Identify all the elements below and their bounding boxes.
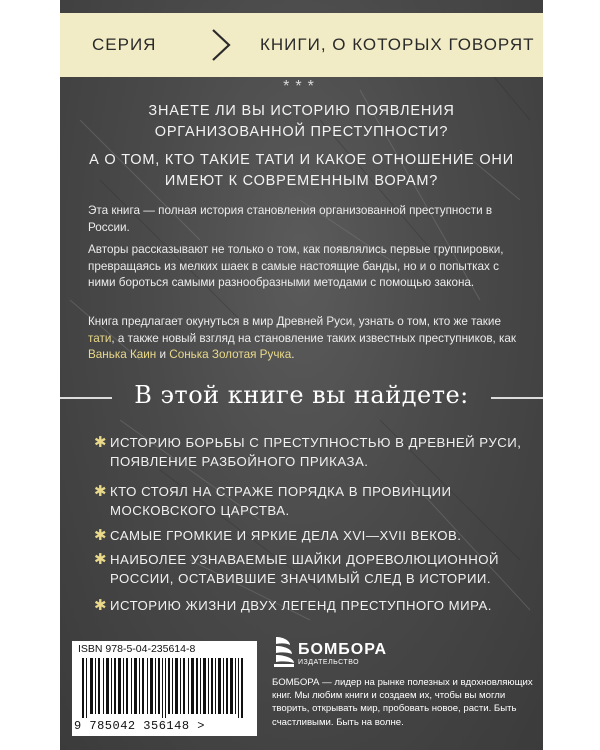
highlight-vanka: Ванька Каин (88, 348, 157, 361)
highlight-sonka: Сонька Золотая Ручка (169, 348, 292, 361)
chevron-right-icon (208, 27, 234, 63)
heading-line-right (491, 397, 543, 399)
list-item-text: САМЫЕ ГРОМКИЕ И ЯРКИЕ ДЕЛА XVI—XVII ВЕКОВ. (110, 528, 462, 543)
list-item-text: КТО СТОЯЛ НА СТРАЖЕ ПОРЯДКА В ПРОВИНЦИИ МОСКОВСКОГО ЦАРСТВА. (110, 484, 452, 518)
book-back-cover (60, 0, 543, 750)
section-heading: В этой книге вы найдете: (134, 381, 469, 409)
asterisk-icon: ✱ (94, 527, 108, 544)
asterisk-icon: ✱ (94, 483, 108, 500)
list-item (94, 526, 530, 545)
paragraph-2: Авторы рассказывают не только о том, как появлялись первые группировки, превращаясь из мелких шаек в самые настоящие банды, но и о попытках с ними бороться самыми разнообразными методами с помощью закона. (88, 243, 504, 289)
isbn-label: ISBN 978-5-04-235614-8 (78, 643, 196, 655)
paragraph-3-text: и (156, 348, 170, 361)
bombora-logo-icon (272, 635, 296, 671)
list-item-text: НАИБОЛЕЕ УЗНАВАЕМЫЕ ШАЙКИ ДОРЕВОЛЮЦИОННОЙ РОССИИ, ОСТАВИВШИЕ ЗНАЧИМЫЙ СЛЕД В ИСТОРИИ. (110, 552, 499, 586)
series-banner (60, 13, 543, 77)
series-title: КНИГИ, О КОТОРЫХ ГОВОРЯТ (260, 35, 535, 54)
asterisk-icon: ✱ (94, 597, 108, 614)
list-item (94, 433, 530, 471)
paragraph-1: Эта книга — полная история становления организованной преступности в России. (88, 204, 493, 234)
paragraph-3-text: , а также новый взгляд на становление таких известных преступников, как (111, 331, 517, 345)
heading-line-left (60, 397, 112, 399)
asterisk-icon: ✱ (94, 434, 108, 451)
asterisk-icon: ✱ (94, 551, 108, 568)
publisher-subtitle: ИЗДАТЕЛЬСТВО (298, 659, 360, 666)
list-item (94, 550, 530, 588)
list-item (94, 596, 530, 615)
list-item-text: ИСТОРИЮ БОРЬБЫ С ПРЕСТУПНОСТЬЮ В ДРЕВНЕЙ РУСИ, ПОЯВЛЕНИЕ РАЗБОЙНОГО ПРИКАЗА. (110, 435, 522, 469)
highlight-tati: тати (88, 331, 112, 345)
paragraph-3-text: . (291, 348, 295, 361)
list-item (94, 482, 530, 520)
series-label: СЕРИЯ (92, 35, 157, 54)
barcode-number: 9 785042 356148 > (74, 719, 205, 733)
paragraph-3-text: Книга предлагает окунуться в мир Древней Руси, узнать о том, кто же такие (88, 315, 501, 328)
publisher-description: БОМБОРА — лидер на рынке полезных и вдохновляющих книг. Мы любим книги и создаем их, чтобы вы могли творить, открывать мир, пробовать новое, расти. Быть счастливыми. Быть на волне. (272, 677, 533, 728)
list-item-text: ИСТОРИЮ ЖИЗНИ ДВУХ ЛЕГЕНД ПРЕСТУПНОГО МИРА. (110, 598, 492, 613)
question-1: ЗНАЕТЕ ЛИ ВЫ ИСТОРИЮ ПОЯВЛЕНИЯ ОРГАНИЗОВАННОЙ ПРЕСТУПНОСТИ? (148, 103, 455, 140)
barcode (82, 658, 252, 718)
publisher-name: БОМБОРА (298, 641, 388, 658)
stars-divider: *** (283, 78, 320, 95)
question-2: А О ТОМ, КТО ТАКИЕ ТАТИ И КАКОЕ ОТНОШЕНИЕ ОНИ ИМЕЮТ К СОВРЕМЕННЫМ ВОРАМ? (89, 152, 514, 189)
paragraph-3 (88, 314, 518, 364)
